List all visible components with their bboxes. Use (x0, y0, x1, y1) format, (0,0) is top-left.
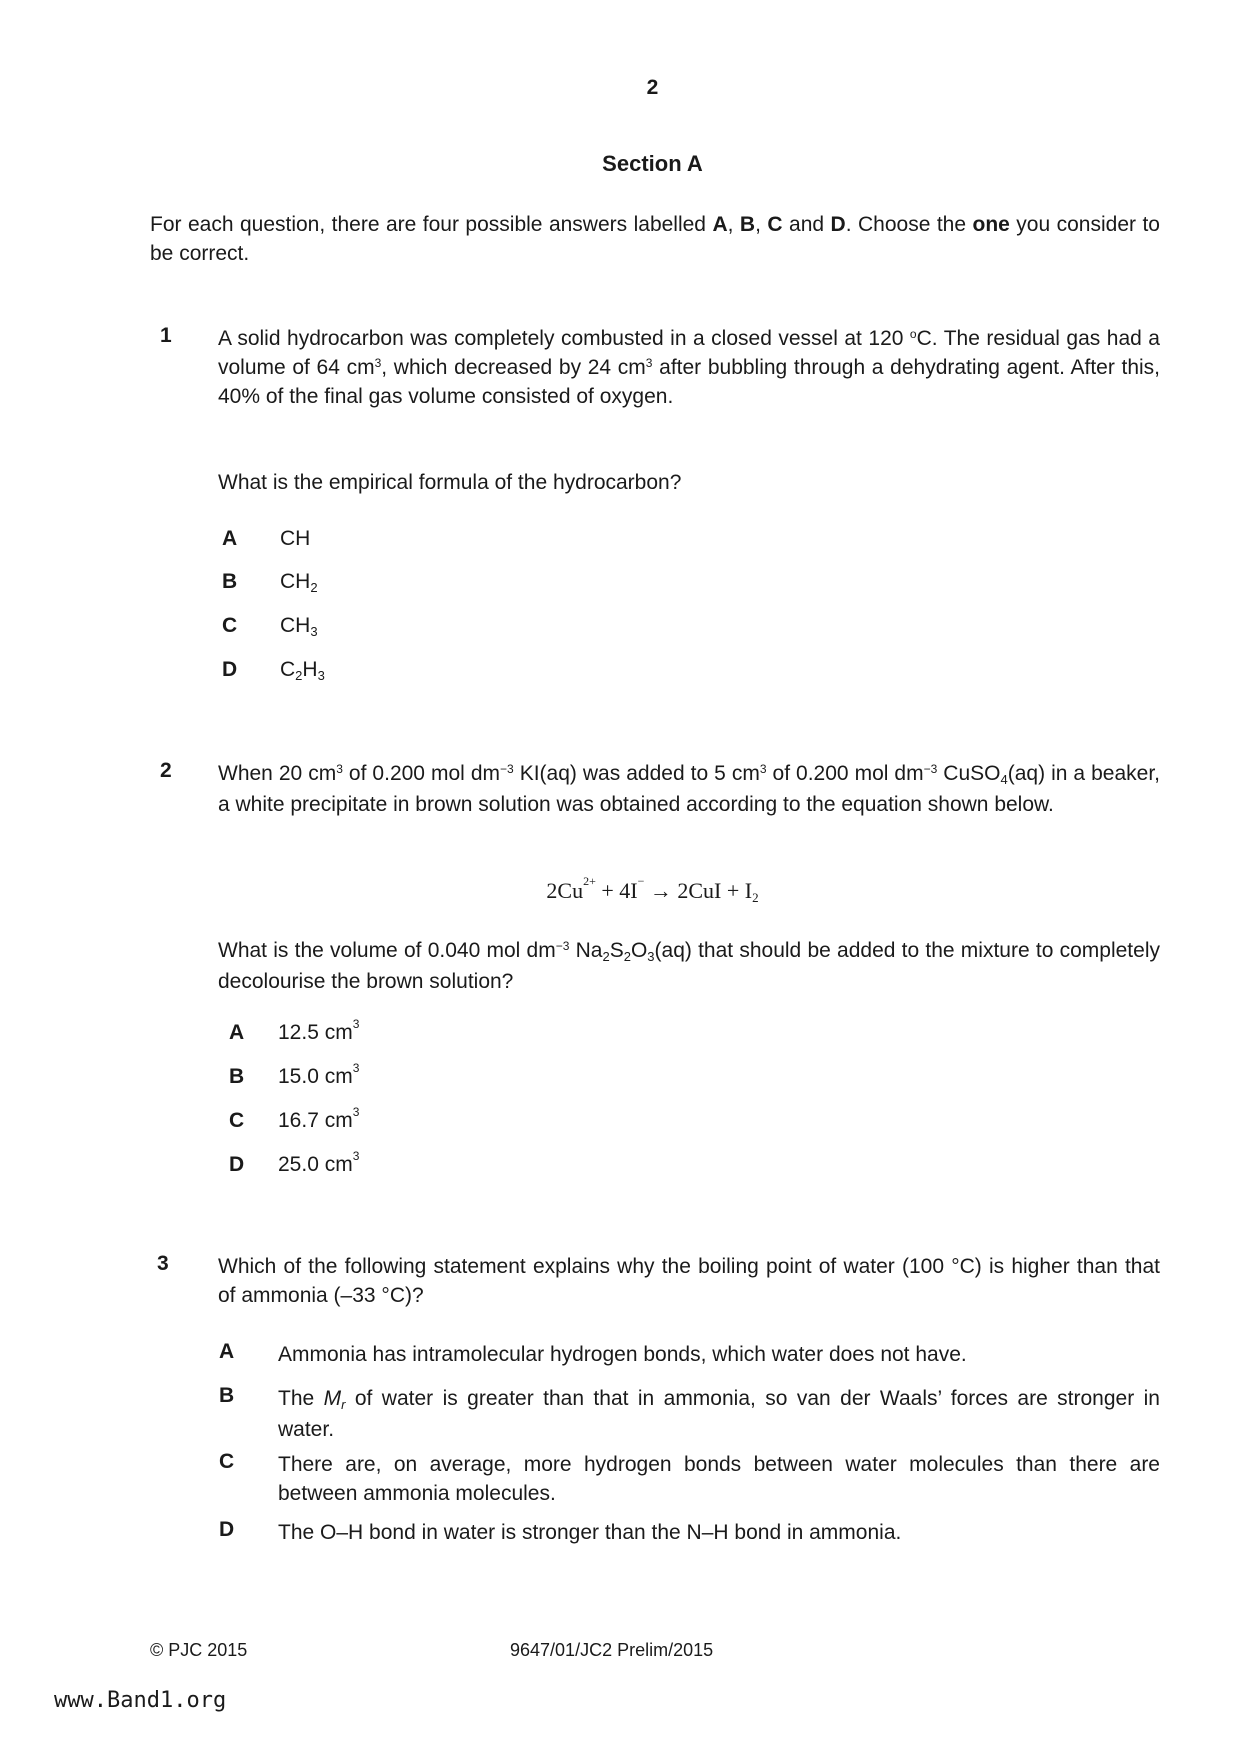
stem-text: , which decreased by 24 cm (381, 356, 646, 379)
subscript: r (341, 1397, 346, 1412)
stem-text: CuSO (937, 762, 1001, 785)
question-number: 3 (157, 1252, 169, 1275)
option-label-b[interactable]: B (219, 1384, 235, 1407)
intro-sep: , (727, 213, 740, 236)
subscript: 4 (1000, 772, 1008, 787)
instructions (150, 210, 1160, 268)
subscript: 3 (317, 668, 325, 683)
equation-term: + 4I (595, 878, 638, 903)
option-value-c[interactable]: There are, on average, more hydrogen bonds between water molecules than there are between ammonia molecules. (278, 1453, 1160, 1505)
option-label-b[interactable]: B (229, 1065, 245, 1088)
formula: C (280, 658, 296, 681)
superscript: 3 (645, 356, 653, 370)
equation-term: 2CuI + I (677, 878, 753, 903)
prompt-text: Na (569, 939, 603, 962)
stem-text: of 0.200 mol dm (342, 762, 500, 785)
subscript: 2 (602, 949, 610, 964)
option-label-c[interactable]: C (219, 1450, 235, 1473)
option-value-a[interactable] (278, 1017, 360, 1045)
option-value-b[interactable] (280, 570, 318, 594)
option-value-d[interactable]: The O–H bond in water is stronger than the N–H bond in ammonia. (278, 1521, 902, 1544)
stem-text: (aq) in a beaker, a white precipitate in brown solution was obtained according to the equation shown below. (218, 762, 1160, 816)
option-label-b[interactable]: B (222, 570, 238, 593)
degree-symbol: o (909, 327, 917, 341)
intro-label-c: C (767, 213, 783, 236)
question-stem (218, 759, 1160, 819)
section-title: Section A (602, 151, 703, 176)
stem-text: A solid hydrocarbon was completely combusted in a closed vessel at 120 (218, 327, 910, 350)
volume-value: 25.0 cm (278, 1153, 353, 1176)
reaction-arrow-icon: → (644, 878, 678, 903)
option-value-b[interactable] (278, 1384, 1160, 1444)
intro-text: . Choose the (845, 213, 973, 236)
superscript: −3 (500, 762, 514, 776)
option-label-d[interactable]: D (229, 1153, 245, 1176)
relative-molecular-mass: M (323, 1387, 342, 1410)
stem-text: of 0.200 mol dm (766, 762, 924, 785)
intro-label-a: A (712, 213, 728, 236)
subscript: 3 (310, 624, 318, 639)
superscript: 3 (374, 356, 382, 370)
question-prompt (218, 936, 1160, 996)
watermark-link[interactable]: www.Band1.org (54, 1688, 227, 1713)
superscript: 3 (336, 762, 343, 776)
prompt-text: O (630, 939, 648, 962)
option-value-c[interactable] (278, 1105, 360, 1133)
option-label-d[interactable]: D (219, 1518, 235, 1541)
intro-sep: , (755, 213, 768, 236)
superscript: −3 (555, 939, 570, 953)
superscript: 2+ (583, 874, 596, 888)
option-value-d[interactable] (278, 1149, 360, 1177)
stem-text: after bubbling through a dehydrating agent. After this, 40% of the final gas volume consisted of oxygen. (218, 356, 1161, 408)
stem-text: When 20 cm (218, 762, 337, 785)
option-label-c[interactable]: C (222, 614, 238, 637)
subscript: 2 (310, 580, 318, 595)
footer-copyright: © PJC 2015 (150, 1640, 248, 1660)
intro-emphasis: one (972, 213, 1010, 236)
subscript: 2 (752, 890, 759, 905)
page-number: 2 (646, 76, 659, 99)
prompt-text: What is the volume of 0.040 mol dm (218, 939, 556, 962)
subscript: 3 (647, 949, 655, 964)
superscript: − (637, 874, 645, 888)
option-value-b[interactable] (278, 1061, 360, 1089)
intro-text: and (782, 213, 831, 236)
superscript: 3 (352, 1061, 360, 1075)
prompt-text: S (609, 939, 624, 962)
question-stem: Which of the following statement explains why the boiling point of water (100 °C) is higher than that of ammonia (–33 °C)? (218, 1255, 1160, 1307)
chemical-equation (0, 874, 1239, 905)
option-label-a[interactable]: A (222, 527, 238, 550)
formula: CH (280, 614, 311, 637)
option-label-d[interactable]: D (222, 658, 238, 681)
formula: CH (280, 570, 311, 593)
intro-label-b: B (739, 213, 756, 236)
superscript: 3 (352, 1017, 360, 1031)
option-label-a[interactable]: A (229, 1021, 245, 1044)
option-value-c[interactable] (280, 614, 318, 638)
option-value-d[interactable] (280, 658, 325, 682)
subscript: 2 (295, 668, 303, 683)
intro-text: For each question, there are four possible answers labelled (150, 213, 713, 236)
prompt-text: (aq) that should be added to the mixture to completely decolourise the brown solution? (218, 939, 1160, 993)
footer-paper-code: 9647/01/JC2 Prelim/2015 (510, 1640, 714, 1660)
formula: H (302, 658, 318, 681)
option-value-a[interactable]: Ammonia has intramolecular hydrogen bonds, which water does not have. (278, 1343, 967, 1366)
superscript: 3 (352, 1105, 360, 1119)
subscript: 2 (623, 949, 631, 964)
question-number: 1 (160, 324, 172, 347)
stem-text: C. The residual gas had a volume of 64 cm (218, 327, 1160, 379)
stem-text: KI(aq) was added to 5 cm (513, 762, 760, 785)
option-text: of water is greater than that in ammonia, so van der Waals’ forces are stronger in water. (278, 1387, 1160, 1441)
superscript: 3 (759, 762, 767, 776)
volume-value: 16.7 cm (278, 1109, 353, 1132)
superscript: −3 (923, 762, 938, 776)
intro-label-d: D (830, 213, 846, 236)
question-prompt: What is the empirical formula of the hydrocarbon? (218, 471, 682, 494)
superscript: 3 (352, 1149, 360, 1163)
question-number: 2 (160, 759, 172, 782)
equation-term: 2Cu (546, 878, 584, 903)
question-stem (218, 324, 1160, 411)
option-label-c[interactable]: C (229, 1109, 245, 1132)
volume-value: 15.0 cm (278, 1065, 353, 1088)
option-label-a[interactable]: A (219, 1340, 235, 1363)
intro-text: you consider to be correct. (150, 213, 1160, 265)
option-value-a[interactable]: CH (280, 527, 311, 550)
option-text: The (278, 1387, 324, 1410)
volume-value: 12.5 cm (278, 1021, 353, 1044)
